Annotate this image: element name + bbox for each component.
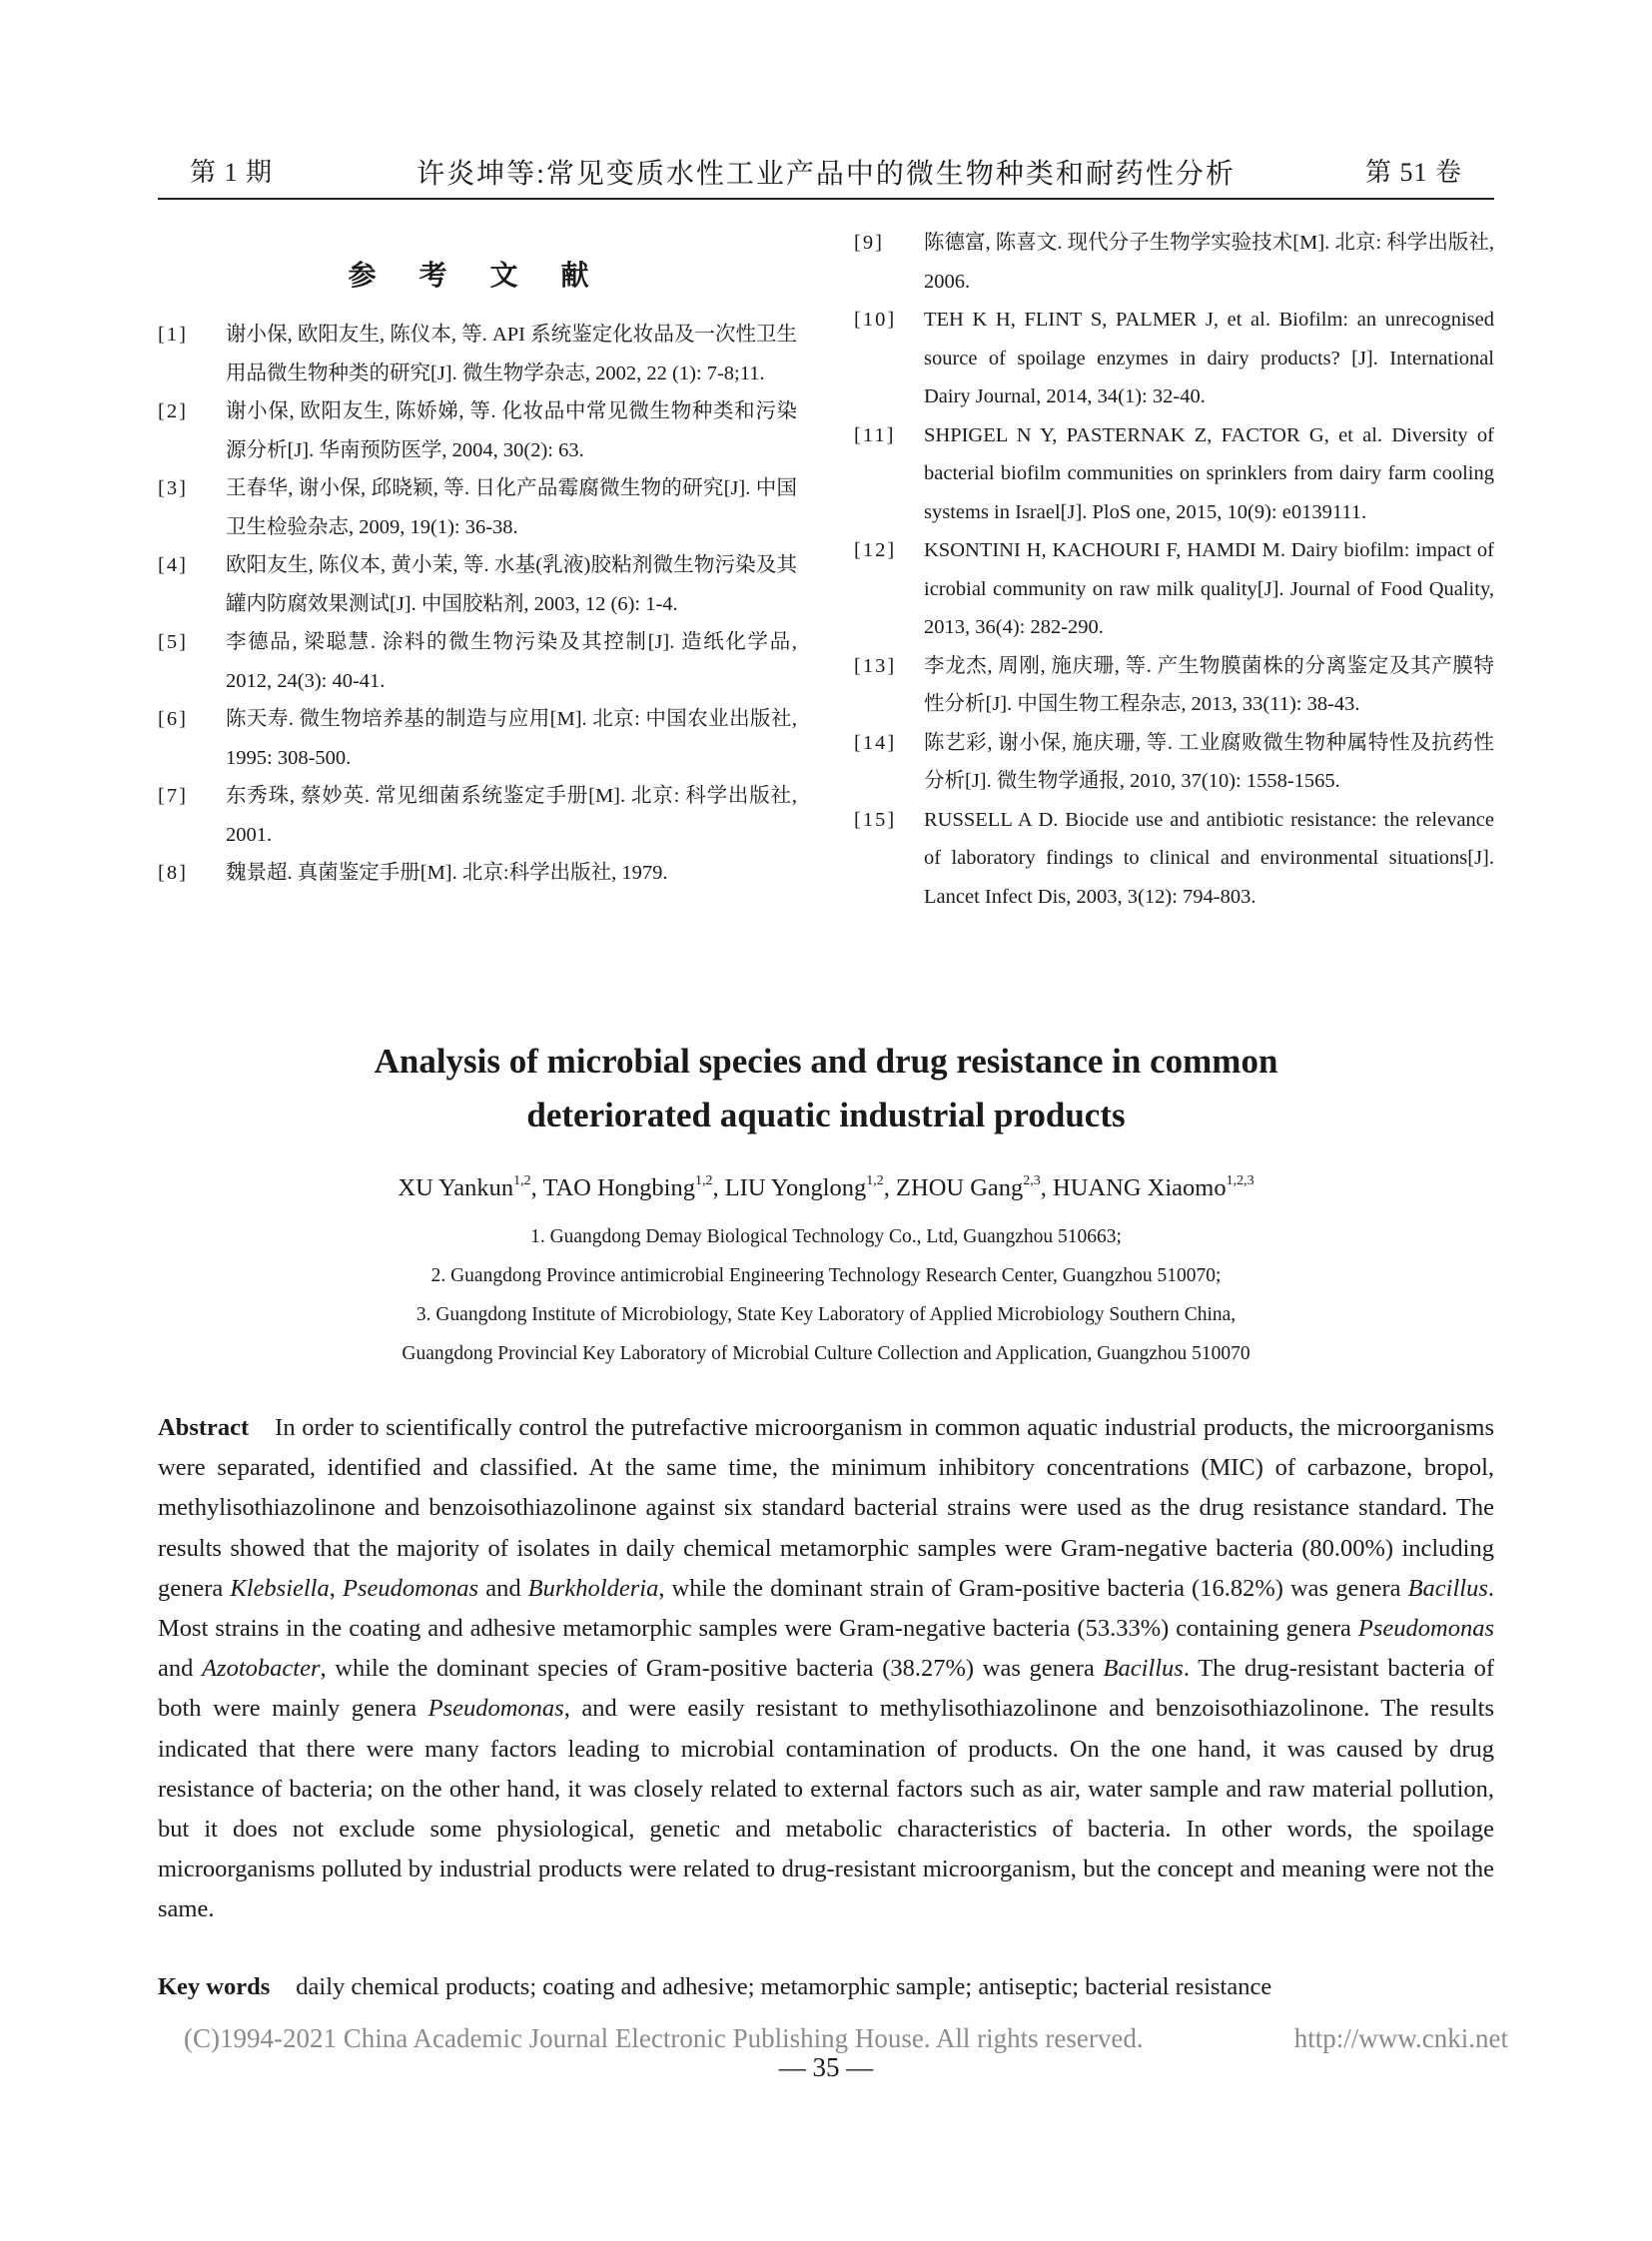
reference-text: 陈艺彩, 谢小保, 施庆珊, 等. 工业腐败微生物种属特性及抗药性分析[J]. 微生物学通报, 2010, 37(10): 1558-1565. (924, 731, 1494, 792)
reference-item (854, 301, 1494, 416)
reference-number: [1] (158, 324, 188, 346)
keywords-text: daily chemical products; coating and adhesive; metamorphic sample; antiseptic; bacterial resistance (296, 1973, 1272, 2000)
affiliation-2: 2. Guangdong Province antimicrobial Engineering Technology Research Center, Guangzhou 510070; (430, 1265, 1222, 1286)
reference-text: KSONTINI H, KACHOURI F, HAMDI M. Dairy biofilm: impact of icrobial community on raw milk quality[J]. Journal of Food Quality, 2013, 36(4): 282-290. (924, 539, 1494, 638)
abstract-text: . Most strains in the coating and adhesive metamorphic samples were Gram-negative bacteria (53.33%) containing genera (158, 1574, 1494, 1643)
abstract-text: , and were easily resistant to methylisothiazolinone and benzoisothiazolinone. The results indicated that there were many factors leading to microbial contamination of products. On the one hand, it was caused by drug resistance of bacteria; on the other hand, it was closely related to external factors such as air, water sample and raw material pollution, but it does not exclude some physiological, genetic and metabolic characteristics of bacteria. In other words, the spoilage microorganisms polluted by industrial products were related to drug-resistant microorganism, but the concept and meaning were not the same. (158, 1695, 1494, 1923)
reference-item (854, 224, 1494, 301)
abstract-genus-name: Bacillus (1407, 1574, 1488, 1602)
reference-text: 李龙杰, 周刚, 施庆珊, 等. 产生物膜菌株的分离鉴定及其产膜特性分析[J]. 中国生物工程杂志, 2013, 33(11): 38-43. (924, 654, 1494, 715)
reference-text: 魏景超. 真菌鉴定手册[M]. 北京:科学出版社, 1979. (226, 862, 668, 884)
abstract-label: Abstract (158, 1414, 250, 1441)
author-affiliation-marker: 1,2,3 (1226, 1172, 1254, 1188)
author-separator: , (1040, 1174, 1054, 1201)
reference-item (158, 316, 797, 392)
reference-item (854, 724, 1494, 801)
author-name: XU Yankun (398, 1174, 514, 1201)
author-affiliation-marker: 1,2 (866, 1172, 884, 1188)
page-number: — 35 — (778, 2052, 874, 2082)
reference-text: 东秀珠, 蔡妙英. 常见细菌系统鉴定手册[M]. 北京: 科学出版社, 2001. (226, 785, 797, 846)
reference-item (158, 623, 797, 700)
reference-number: [4] (158, 554, 188, 576)
reference-number: [11] (854, 423, 896, 446)
copyright-line (184, 2023, 1508, 2054)
reference-item (854, 416, 1494, 532)
reference-item (854, 647, 1494, 724)
reference-item (158, 469, 797, 546)
running-header (190, 152, 1462, 192)
reference-number: [6] (158, 708, 188, 730)
reference-number: [2] (158, 400, 188, 422)
reference-text: 欧阳友生, 陈仪本, 黄小茉, 等. 水基(乳液)胶粘剂微生物污染及其罐内防腐效果测试[J]. 中国胶粘剂, 2003, 12 (6): 1-4. (226, 554, 797, 615)
reference-text: TEH K H, FLINT S, PALMER J, et al. Biofilm: an unrecognised source of spoilage enzymes in dairy products? [J]. International Dairy Journal, 2014, 34(1): 32-40. (924, 309, 1494, 407)
author-name: ZHOU Gang (896, 1174, 1024, 1201)
reference-number: [14] (854, 731, 897, 754)
author-name: TAO Hongbing (542, 1174, 695, 1201)
abstract-text: . The drug-resistant bacteria of both were mainly genera (158, 1655, 1495, 1723)
references-left-column (158, 316, 797, 893)
reference-number: [15] (854, 808, 897, 831)
author-separator: , (883, 1174, 897, 1201)
author-affiliation-marker: 2,3 (1023, 1172, 1041, 1188)
keywords (158, 1973, 1494, 2001)
references-heading: 参 考 文 献 (348, 261, 607, 292)
reference-number: [10] (854, 309, 897, 331)
abstract-text: , while the dominant species of Gram-positive bacteria (38.27%) was genera (320, 1655, 1104, 1683)
author-affiliation-marker: 1,2 (513, 1172, 531, 1188)
reference-text: SHPIGEL N Y, PASTERNAK Z, FACTOR G, et al. Diversity of bacterial biofilm communities on sprinklers from dairy farm cooling systems in Israel[J]. PloS one, 2015, 10(9): e0139111. (924, 423, 1494, 523)
abstract-genus-name: Klebsiella (230, 1574, 330, 1602)
abstract-genus-name: Pseudomonas (427, 1695, 564, 1723)
affiliation-1: 1. Guangdong Demay Biological Technology Co., Ltd, Guangzhou 510663; (530, 1226, 1122, 1247)
cnki-url[interactable]: http://www.cnki.net (1293, 2023, 1508, 2053)
reference-item (158, 700, 797, 777)
reference-text: 李德品, 梁聪慧. 涂料的微生物污染及其控制[J]. 造纸化学品, 2012, 24(3): 40-41. (226, 631, 797, 692)
english-title-line-1: Analysis of microbial species and drug resistance in common (374, 1042, 1278, 1081)
affiliation-3-continued: Guangdong Provincial Key Laboratory of Microbial Culture Collection and Application, Guangzhou 510070 (402, 1343, 1250, 1364)
affiliation-3: 3. Guangdong Institute of Microbiology, State Key Laboratory of Applied Microbiology Southern China, (415, 1304, 1237, 1325)
author-separator: , (530, 1174, 543, 1201)
reference-number: [3] (158, 477, 188, 499)
copyright-notice: (C)1994-2021 China Academic Journal Electronic Publishing House. All rights reserved. (184, 2023, 1144, 2053)
reference-text: RUSSELL A D. Biocide use and antibiotic resistance: the relevance of laboratory findings to clinical and environmental situations[J]. Lancet Infect Dis, 2003, 3(12): 794-803. (924, 808, 1494, 908)
abstract (158, 1408, 1494, 1930)
reference-number: [9] (854, 232, 884, 254)
references-right-column (854, 224, 1494, 916)
reference-number: [12] (854, 539, 897, 561)
reference-item (158, 854, 797, 893)
abstract-text: , while the dominant strain of Gram-positive bacteria (16.82%) was genera (658, 1574, 1408, 1602)
abstract-genus-name: Bacillus (1103, 1655, 1184, 1683)
reference-text: 陈天寿. 微生物培养基的制造与应用[M]. 北京: 中国农业出版社, 1995: 308-500. (226, 708, 797, 769)
reference-item (854, 801, 1494, 917)
abstract-genus-name: Pseudomonas (342, 1574, 479, 1602)
abstract-body (158, 1414, 1494, 1922)
reference-number: [7] (158, 785, 188, 807)
reference-item (854, 531, 1494, 647)
author-list (158, 1174, 1494, 1202)
volume-number: 第 51 卷 (1364, 158, 1462, 187)
reference-number: [8] (158, 862, 188, 884)
english-title-line-2: deteriorated aquatic industrial products (526, 1096, 1126, 1134)
abstract-text: and (158, 1655, 203, 1683)
issue-number: 第 1 期 (190, 158, 274, 187)
reference-text: 谢小保, 欧阳友生, 陈娇娣, 等. 化妆品中常见微生物种类和污染源分析[J]. 华南预防医学, 2004, 30(2): 63. (226, 400, 797, 461)
author-affiliation-marker: 1,2 (694, 1172, 713, 1188)
author-name: LIU Yonglong (724, 1174, 867, 1201)
author-separator: , (712, 1174, 725, 1201)
abstract-genus-name: Burkholderia (527, 1574, 659, 1602)
abstract-text: In order to scientifically control the putrefactive microorganism in common aquatic industrial products, the microorganisms were separated, identified and classified. At the same time, the minimum inhibitory concentrations (MIC) of carbazone, bropol, methylisothiazolinone and benzoisothiazolinone against six standard bacterial strains were used as the drug resistance standard. The results showed that the majority of isolates in daily chemical metamorphic samples were Gram-negative bacteria (80.00%) including genera (158, 1414, 1494, 1602)
reference-item (158, 546, 797, 623)
reference-item (158, 392, 797, 469)
author-name: HUANG Xiaomo (1053, 1174, 1227, 1201)
reference-number: [5] (158, 631, 188, 653)
reference-text: 谢小保, 欧阳友生, 陈仪本, 等. API 系统鉴定化妆品及一次性卫生用品微生物种类的研究[J]. 微生物学杂志, 2002, 22 (1): 7-8;11. (226, 324, 797, 384)
abstract-text: , (329, 1574, 343, 1602)
header-rule (158, 198, 1494, 200)
reference-text: 陈德富, 陈喜文. 现代分子生物学实验技术[M]. 北京: 科学出版社, 2006. (924, 232, 1494, 293)
reference-item (158, 777, 797, 854)
running-title: 许炎坤等:常见变质水性工业产品中的微生物种类和耐药性分析 (416, 159, 1236, 190)
keywords-label: Key words (158, 1973, 271, 2000)
reference-number: [13] (854, 654, 897, 677)
abstract-text: and (478, 1574, 528, 1602)
abstract-genus-name: Pseudomonas (1357, 1615, 1494, 1643)
english-title (158, 1035, 1494, 1142)
abstract-genus-name: Azotobacter (202, 1655, 321, 1683)
reference-text: 王春华, 谢小保, 邱晓颖, 等. 日化产品霉腐微生物的研究[J]. 中国卫生检验杂志, 2009, 19(1): 36-38. (226, 477, 797, 538)
